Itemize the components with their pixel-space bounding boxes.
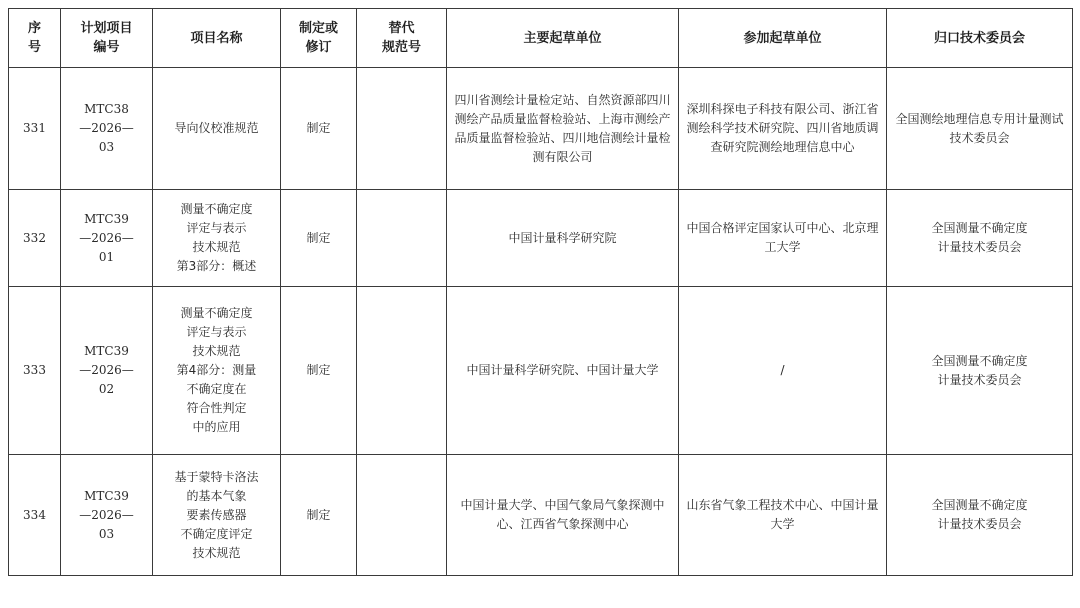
table-row [9,287,1073,455]
header-main: 主要起草单位 [447,9,679,68]
project-plan-table [8,8,1073,576]
header-row [9,9,1073,68]
cell-seq: 331 [9,68,61,190]
cell-main: 中国计量科学研究院 [447,190,679,287]
header-name: 项目名称 [153,9,281,68]
header-join: 参加起草单位 [679,9,887,68]
cell-replace [357,287,447,455]
table-row [9,68,1073,190]
cell-type: 制定 [281,455,357,576]
cell-code: MTC39 —2026— 01 [61,190,153,287]
cell-type: 制定 [281,287,357,455]
cell-main: 中国计量科学研究院、中国计量大学 [447,287,679,455]
cell-name: 测量不确定度 评定与表示 技术规范 第3部分：概述 [153,190,281,287]
cell-join: 山东省气象工程技术中心、中国计量大学 [679,455,887,576]
cell-replace [357,68,447,190]
cell-tc: 全国测量不确定度 计量技术委员会 [887,190,1073,287]
cell-join: 中国合格评定国家认可中心、北京理工大学 [679,190,887,287]
header-replace: 替代 规范号 [357,9,447,68]
cell-code: MTC38 —2026— 03 [61,68,153,190]
cell-name: 测量不确定度 评定与表示 技术规范 第4部分：测量 不确定度在 符合性判定 中的应用 [153,287,281,455]
cell-seq: 333 [9,287,61,455]
table-row [9,455,1073,576]
cell-replace [357,190,447,287]
cell-tc: 全国测绘地理信息专用计量测试技术委员会 [887,68,1073,190]
cell-seq: 332 [9,190,61,287]
cell-code: MTC39 —2026— 03 [61,455,153,576]
cell-join: 深圳科探电子科技有限公司、浙江省测绘科学技术研究院、四川省地质调查研究院测绘地理信息中心 [679,68,887,190]
cell-main: 中国计量大学、中国气象局气象探测中心、江西省气象探测中心 [447,455,679,576]
cell-replace [357,455,447,576]
table-row [9,190,1073,287]
cell-code: MTC39 —2026— 02 [61,287,153,455]
cell-type: 制定 [281,68,357,190]
header-type: 制定或 修订 [281,9,357,68]
cell-tc: 全国测量不确定度 计量技术委员会 [887,287,1073,455]
cell-join: / [679,287,887,455]
cell-main: 四川省测绘计量检定站、自然资源部四川测绘产品质量监督检验站、上海市测绘产品质量监督检验站、四川地信测绘计量检测有限公司 [447,68,679,190]
cell-name: 基于蒙特卡洛法 的基本气象 要素传感器 不确定度评定 技术规范 [153,455,281,576]
cell-type: 制定 [281,190,357,287]
cell-name: 导向仪校准规范 [153,68,281,190]
header-code: 计划项目 编号 [61,9,153,68]
header-tc: 归口技术委员会 [887,9,1073,68]
cell-tc: 全国测量不确定度 计量技术委员会 [887,455,1073,576]
header-seq: 序 号 [9,9,61,68]
cell-seq: 334 [9,455,61,576]
